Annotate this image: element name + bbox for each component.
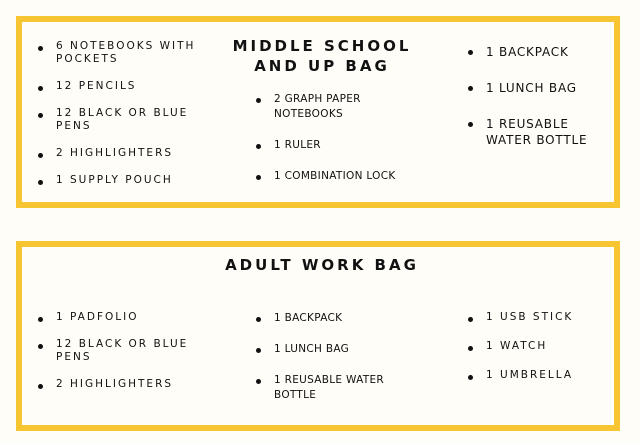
list-item: 6 NOTEBOOKS WITH POCKETS <box>36 40 196 66</box>
list-item: 1 LUNCH BAG <box>466 80 616 96</box>
list-item: 1 RULER <box>254 138 414 153</box>
list-item: 1 LUNCH BAG <box>254 342 414 357</box>
middle-school-middle-list <box>254 92 414 200</box>
list-item: 1 COMBINATION LOCK <box>254 169 414 184</box>
list-item: 2 HIGHLIGHTERS <box>36 378 196 391</box>
middle-school-bag-title: MIDDLE SCHOOL AND UP BAG <box>232 37 412 75</box>
adult-work-middle-list <box>254 311 414 419</box>
adult-work-bag-panel <box>16 241 620 431</box>
list-item: 1 BACKPACK <box>466 44 616 60</box>
list-item: 1 WATCH <box>466 340 616 353</box>
list-item: 1 USB STICK <box>466 311 616 324</box>
list-item: 1 REUSABLE WATER BOTTLE <box>466 116 616 148</box>
middle-school-right-list <box>466 44 616 168</box>
adult-work-left-list <box>36 311 196 405</box>
list-item: 12 BLACK OR BLUE PENS <box>36 338 196 364</box>
list-item: 1 SUPPLY POUCH <box>36 174 196 187</box>
list-item: 2 GRAPH PAPER NOTEBOOKS <box>254 92 414 122</box>
list-item: 12 BLACK OR BLUE PENS <box>36 107 196 133</box>
list-item: 1 UMBRELLA <box>466 369 616 382</box>
list-item: 12 PENCILS <box>36 80 196 93</box>
adult-work-bag-title: ADULT WORK BAG <box>225 256 419 274</box>
list-item: 1 PADFOLIO <box>36 311 196 324</box>
list-item: 1 REUSABLE WATER BOTTLE <box>254 373 414 403</box>
list-item: 1 BACKPACK <box>254 311 414 326</box>
list-item: 2 HIGHLIGHTERS <box>36 147 196 160</box>
adult-work-right-list <box>466 311 616 398</box>
middle-school-left-list <box>36 40 196 201</box>
middle-school-bag-panel <box>16 16 620 208</box>
